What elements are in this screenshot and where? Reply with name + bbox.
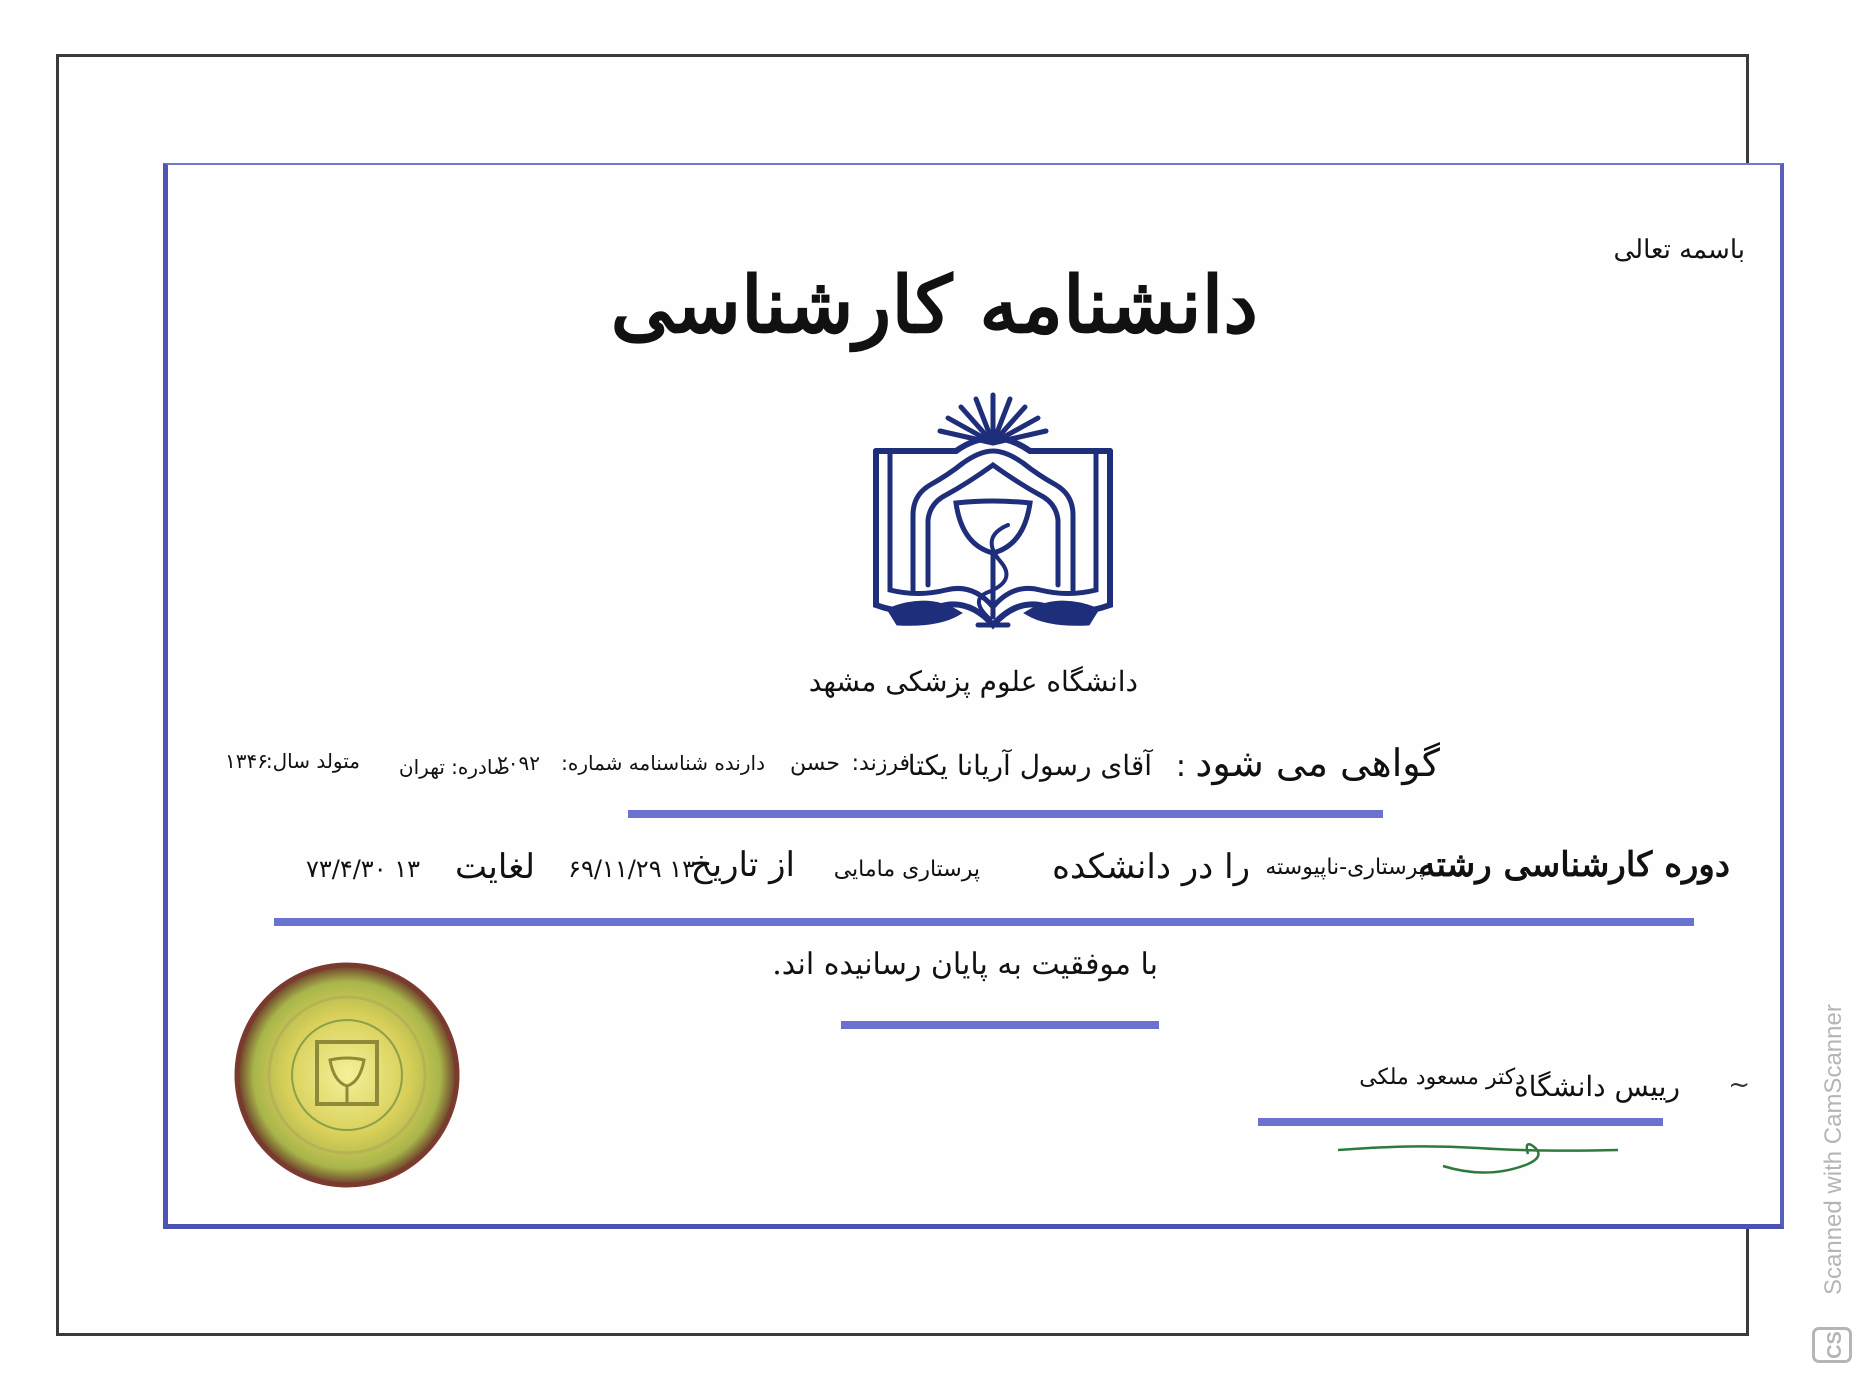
invocation-text: باسمه تعالی [1613,235,1745,265]
watermark-badge: CS [1812,1327,1852,1363]
birth-year: ۱۳۴۶ [225,749,268,773]
course-label: دوره کارشناسی رشته [1418,845,1730,885]
colon-text: : [1175,749,1186,784]
certificate-sheet [163,163,1784,1229]
faculty-label: را در دانشکده [1052,847,1250,887]
rule-line3 [841,1021,1159,1029]
university-emblem [868,385,1118,660]
from-label: از تاریخ [690,845,795,885]
father-label: فرزند: [851,751,910,776]
until-date: ۱۳ ۷۳/۴/۳۰ [305,855,420,883]
certificate-title: دانشنامه کارشناسی [610,260,1258,351]
university-name: دانشگاه علوم پزشکی مشهد [808,665,1138,698]
id-number: ۲۰۹۲ [497,751,540,775]
rule-line2 [274,918,1694,926]
id-label: دارنده شناسنامه شماره: [561,751,765,775]
issued-label: صادره: [451,755,510,779]
father-name: حسن [790,751,840,776]
signature-flourish: ~ [1728,1070,1750,1100]
signature-role: رییس دانشگاه [1513,1070,1680,1103]
until-label: لغایت [455,847,535,887]
birth-label: متولد سال: [265,749,360,773]
watermark-text: Scanned with CamScanner [1820,1004,1847,1295]
handwritten-signature [1328,1130,1628,1190]
rule-signature [1258,1118,1663,1126]
from-date: ۱۳ ۶۹/۱۱/۲۹ [568,855,695,883]
hologram-seal [230,960,465,1190]
recipient-name: آقای رسول آریانا یکتا [907,749,1152,782]
camscanner-watermark [1812,940,1856,1370]
signature-name: دکتر مسعود ملکی [1359,1065,1525,1090]
issued-city: تهران [398,755,445,779]
rule-line1 [628,810,1383,818]
certifies-text: گواهی می شود [1195,741,1440,785]
completion-text: با موفقیت به پایان رسانیده اند. [772,947,1158,982]
faculty-name: پرستاری مامایی [833,857,980,882]
field-of-study: پرستاری-ناپیوسته [1265,855,1425,880]
